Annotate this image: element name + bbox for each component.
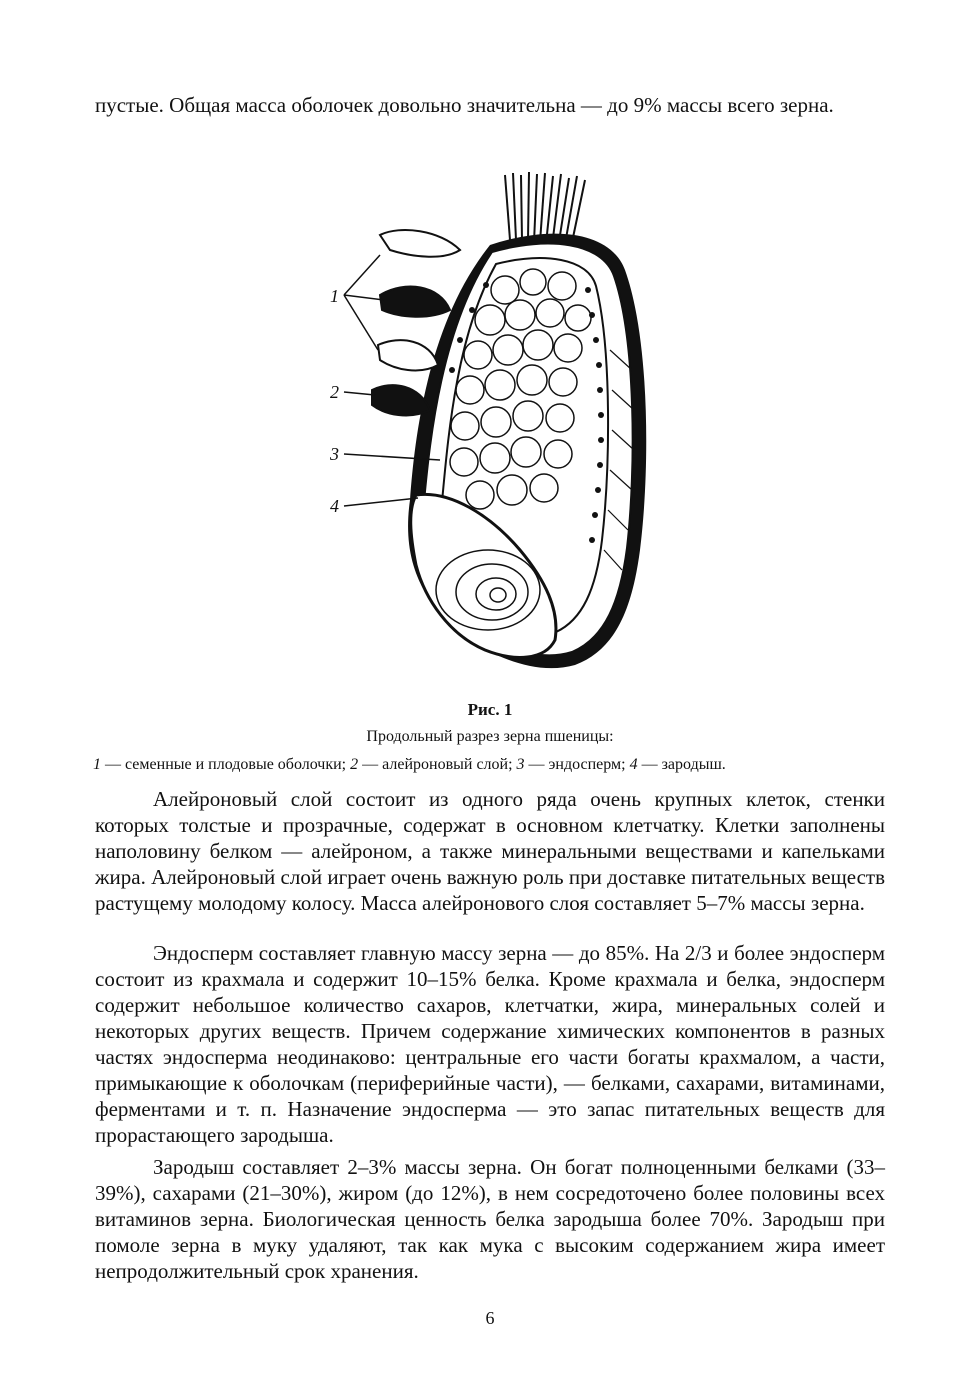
legend-text-1: — семенные и плодовые оболочки; — [101, 756, 351, 773]
legend-num-4: 4 — [629, 756, 638, 773]
paragraph-endosperm: Эндосперм составляет главную массу зерна — до 85%. На 2/3 и более эндосперм состоит из крахмала и содержит 10–15% белка. Кроме крахмала и белка, эндосперм содержит небольшое количество сахаров, клетчатки, жира, минеральных солей и некоторых других веществ. Причем содержание химических компонентов в разных частях эндосперма неодинаково: центральные его части богаты крахмалом, а части, примыкающие к оболочкам (периферийные части), — белками, сахарами, витаминами, ферментами и т. п. Назначение эндосперма — это запас питательных веществ для прорастающего зародыша. — [95, 941, 885, 1147]
legend-text-4: — зародыш. — [637, 756, 726, 773]
wheat-grain-section-figure — [320, 170, 670, 690]
legend-num-1: 1 — [93, 756, 101, 773]
figure-caption: Продольный разрез зерна пшеницы: — [366, 728, 614, 745]
top-paragraph: пустые. Общая масса оболочек довольно значительна — до 9% массы всего зерна. — [95, 93, 834, 117]
page-number: 6 — [485, 1308, 495, 1328]
legend-num-2: 2 — [350, 756, 359, 773]
figure-label-2: 2 — [330, 382, 339, 402]
legend-text-3: — эндосперм; — [524, 756, 630, 773]
figure-label-1: 1 — [330, 286, 339, 306]
figure-label-3: 3 — [330, 444, 339, 464]
figure-label-4: 4 — [330, 496, 339, 516]
figure-legend — [93, 756, 893, 774]
legend-text-2: — алейроновый слой; — [358, 756, 517, 773]
paragraph-aleurone: Алейроновый слой состоит из одного ряда очень крупных клеток, стенки которых толстые и прозрачные, содержат в основном клетчатку. Клетки заполнены наполовину белком — алейроном, а также минеральными веществами и капельками жира. Алейроновый слой играет очень важную роль при доставке питательных веществ растущему молодому колосу. Масса алейронового слоя составляет 5–7% массы зерна. — [95, 787, 885, 915]
figure-title: Рис. 1 — [467, 700, 513, 719]
paragraph-germ: Зародыш составляет 2–3% массы зерна. Он богат полноценными белками (33–39%), сахарами (21–30%), жиром (до 12%), в нем сосредоточено более половины всех витаминов зерна. Биологическая ценность белка зародыша более 70%. Зародыш при помоле зерна в муку удаляют, так как мука с высоким содержанием жира имеет непродолжительный срок хранения. — [95, 1155, 885, 1283]
legend-num-3: 3 — [516, 756, 525, 773]
